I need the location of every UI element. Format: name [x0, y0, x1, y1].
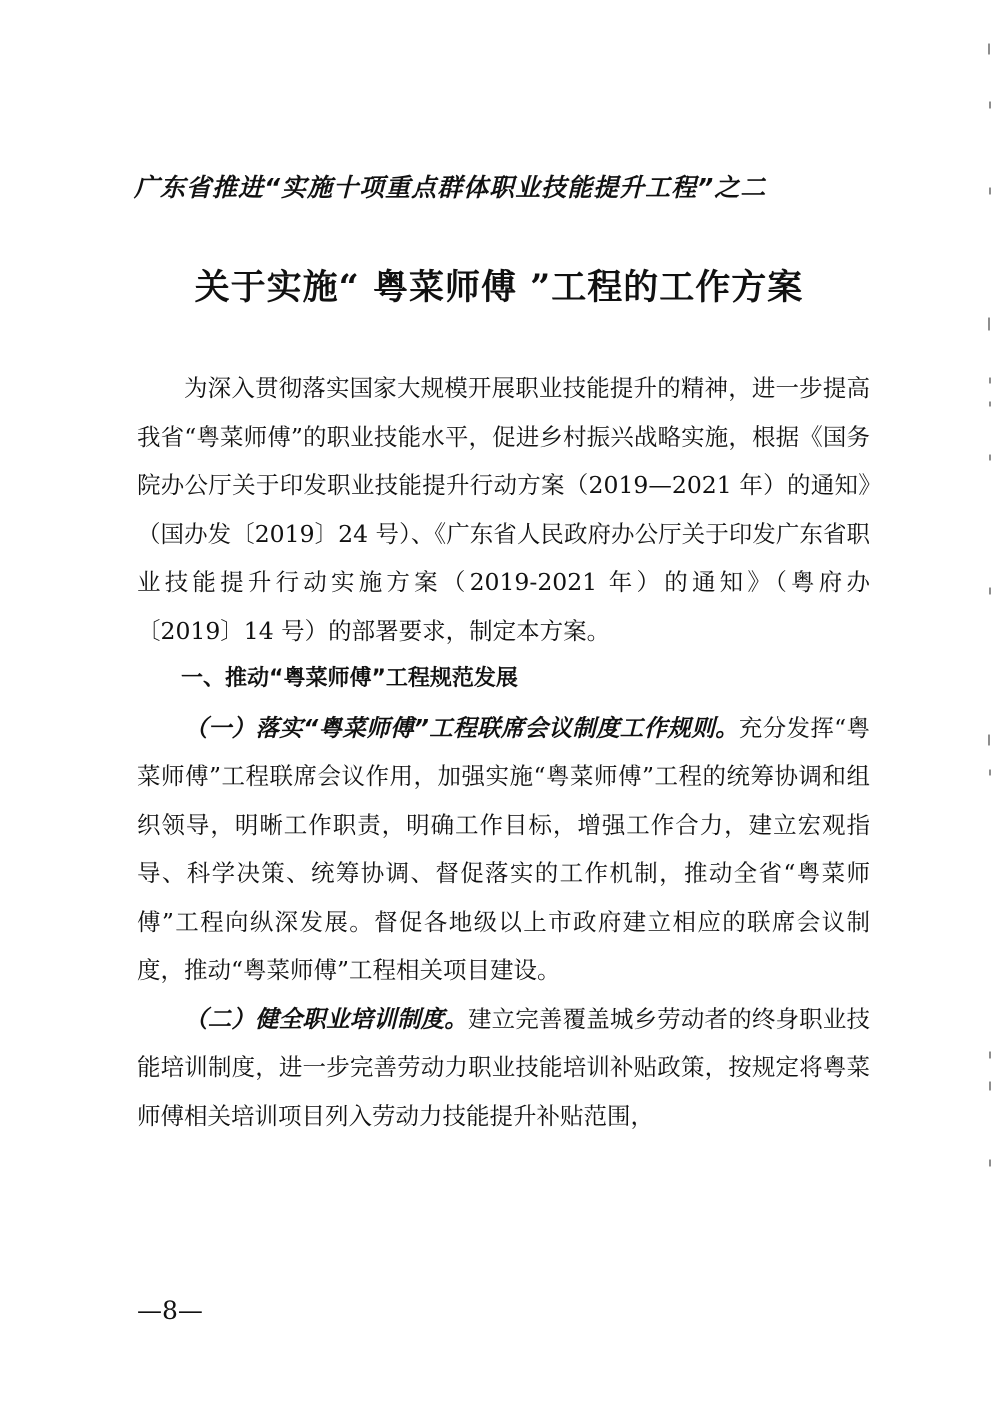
item-2-lead: （二）健全职业培训制度。: [184, 1004, 468, 1033]
document-title: 关于实施“ 粤菜师傅 ”工程的工作方案: [194, 267, 804, 308]
item-2-paragraph: [137, 995, 870, 1141]
page-number: —8—: [137, 1296, 203, 1325]
intro-paragraph: 为深入贯彻落实国家大规模开展职业技能提升的精神，进一步提高我省“粤菜师傅”的职业技能水平，促进乡村振兴战略实施，根据《国务院办公厅关于印发职业技能提升行动方案（2019—2021 年）的通知》（国办发〔2019〕24 号）、《广东省人民政府办公厅关于印发广东省职业技能提升行动实施方案（2019-2021 年）的通知》（粤府办〔2019〕14 号）的部署要求，制定本方案。: [137, 374, 870, 645]
item-1-paragraph: [137, 704, 870, 995]
series-title: 广东省推进“实施十项重点群体职业技能提升工程”之二: [134, 173, 767, 202]
document-body: [137, 364, 870, 1140]
binding-edge-marks: [986, 0, 994, 1408]
section-1-heading: 一、推动“粤菜师傅”工程规范发展: [181, 666, 518, 691]
item-2-text: 建立完善覆盖城乡劳动者的终身职业技能培训制度，进一步完善劳动力职业技能培训补贴政策，按规定将粤菜师傅相关培训项目列入劳动力技能提升补贴范围，: [137, 1004, 871, 1130]
item-1-lead: （一）落实“粤菜师傅”工程联席会议制度工作规则。: [184, 713, 739, 742]
item-1-text: 充分发挥“粤菜师傅”工程联席会议作用，加强实施“粤菜师傅”工程的统筹协调和组织领导，明晰工作职责，明确工作目标，增强工作合力，建立宏观指导、科学决策、统筹协调、督促落实的工作机制，推动全省“粤菜师傅”工程向纵深发展。督促各地级以上市政府建立相应的联席会议制度，推动“粤菜师傅”工程相关项目建设。: [137, 713, 870, 984]
